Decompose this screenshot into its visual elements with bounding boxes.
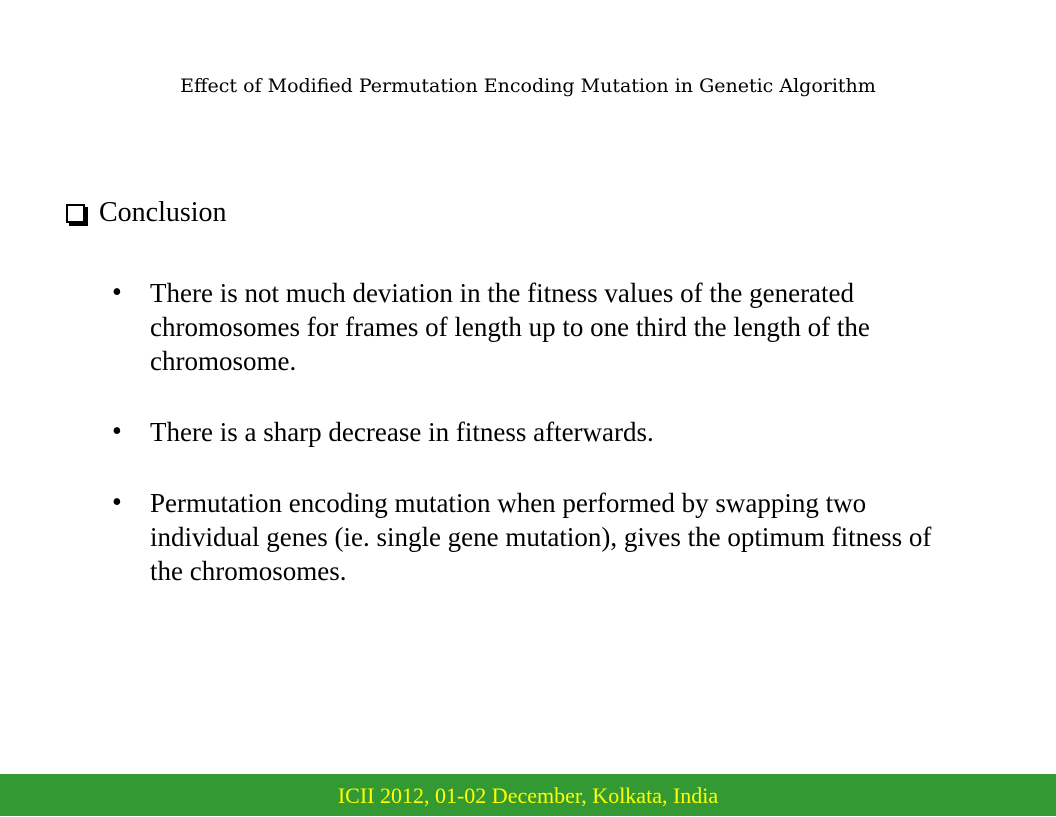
section-heading-label: Conclusion: [99, 197, 227, 228]
bullet-text: Permutation encoding mutation when performed by swapping two individual genes (ie. single gene mutation), gives the optimum fitness of the chromosomes.: [150, 488, 932, 586]
bullet-dot-icon: •: [112, 487, 122, 518]
section-heading: [66, 195, 227, 231]
bullet-text: There is a sharp decrease in fitness afterwards.: [150, 417, 654, 447]
bullet-item: [112, 276, 992, 378]
checkbox-bullet-icon: [66, 204, 85, 223]
bullet-dot-icon: •: [112, 277, 122, 308]
bullet-item: [112, 415, 992, 449]
slide-title: Effect of Modified Permutation Encoding Mutation in Genetic Algorithm: [180, 75, 876, 97]
footer-bar: [0, 774, 1056, 816]
bullet-item: [112, 486, 992, 588]
bullet-list: [112, 276, 992, 625]
bullet-dot-icon: •: [112, 416, 122, 447]
footer-text: ICII 2012, 01-02 December, Kolkata, India: [337, 783, 719, 808]
bullet-text: There is not much deviation in the fitness values of the generated chromosomes for frames of length up to one third the length of the chromosome.: [150, 278, 870, 376]
